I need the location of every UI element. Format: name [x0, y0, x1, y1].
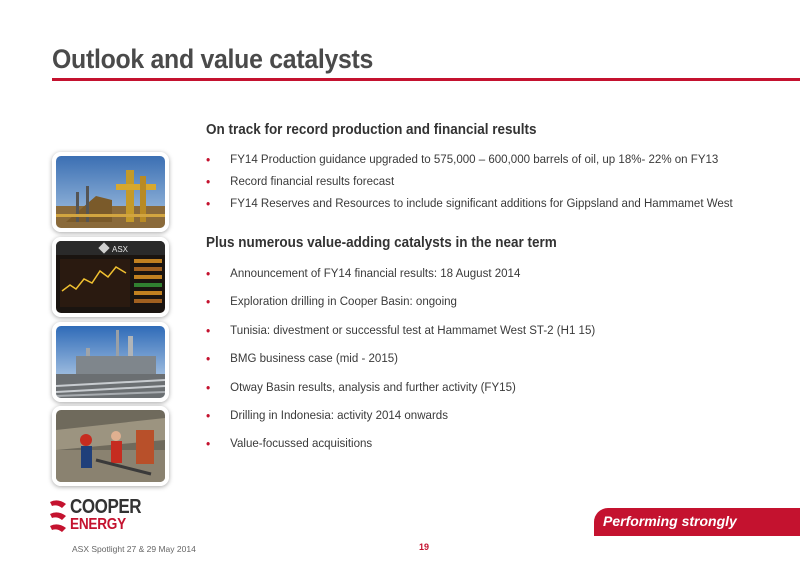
bullet-dot: • [206, 266, 211, 281]
bullet-item [206, 380, 595, 408]
section2-heading: Plus numerous value-adding catalysts in the near term [206, 235, 557, 251]
bullet-item [206, 408, 595, 436]
bullet-dot: • [206, 436, 211, 452]
asx-board-photo [52, 237, 169, 317]
bullet-item [206, 174, 733, 196]
bullet-text: Tunisia: divestment or successful test at Hammamet West ST-2 (H1 15) [230, 322, 596, 337]
bullet-text: Record financial results forecast [230, 174, 395, 188]
bullet-item [206, 294, 595, 322]
bullet-dot: • [206, 174, 211, 189]
section1-heading: On track for record production and financial results [206, 122, 537, 138]
bullet-dot: • [206, 322, 211, 338]
logo-mark-icon [48, 498, 68, 536]
cooper-energy-logo [48, 496, 148, 540]
logo-word-cooper: COOPER [70, 496, 142, 518]
tagline-banner: Performing strongly [594, 508, 800, 536]
oil-facility-photo [52, 152, 169, 232]
bullet-item [206, 152, 733, 174]
page-number: 19 [419, 542, 430, 552]
bullet-dot: • [206, 351, 211, 367]
gas-plant-photo [52, 322, 169, 402]
drilling-crew-photo [52, 406, 169, 486]
bullet-dot: • [206, 152, 211, 167]
bullet-dot: • [206, 379, 211, 395]
bullet-item [206, 323, 595, 351]
bullet-text: Announcement of FY14 financial results: 18 August 2014 [230, 266, 521, 280]
bullet-item [206, 351, 595, 379]
bullet-text: BMG business case (mid - 2015) [230, 351, 398, 366]
bullet-text: Drilling in Indonesia: activity 2014 onwards [230, 407, 448, 422]
bullet-text: Otway Basin results, analysis and further activity (FY15) [230, 379, 516, 394]
bullet-dot: • [206, 294, 211, 310]
bullet-text: Value-focussed acquisitions [230, 436, 373, 451]
section2-bullet-list [206, 266, 625, 465]
bullet-text: FY14 Reserves and Resources to include significant additions for Gippsland and Hammamet West [230, 196, 733, 210]
bullet-dot: • [206, 407, 211, 423]
bullet-item [206, 196, 733, 218]
slide-title: Outlook and value catalysts [52, 44, 374, 74]
title-rule [52, 78, 800, 81]
bullet-dot: • [206, 196, 211, 211]
asx-label: ASX [112, 245, 129, 254]
section1-bullet-list [206, 152, 772, 218]
bullet-item [206, 266, 595, 294]
bullet-text: FY14 Production guidance upgraded to 575,000 – 600,000 barrels of oil, up 18%- 22% on FY13 [230, 152, 719, 166]
footer-event: ASX Spotlight 27 & 29 May 2014 [72, 544, 196, 554]
bullet-text: Exploration drilling in Cooper Basin: ongoing [230, 294, 457, 309]
bullet-item [206, 436, 595, 464]
logo-word-energy: ENERGY [70, 516, 126, 533]
